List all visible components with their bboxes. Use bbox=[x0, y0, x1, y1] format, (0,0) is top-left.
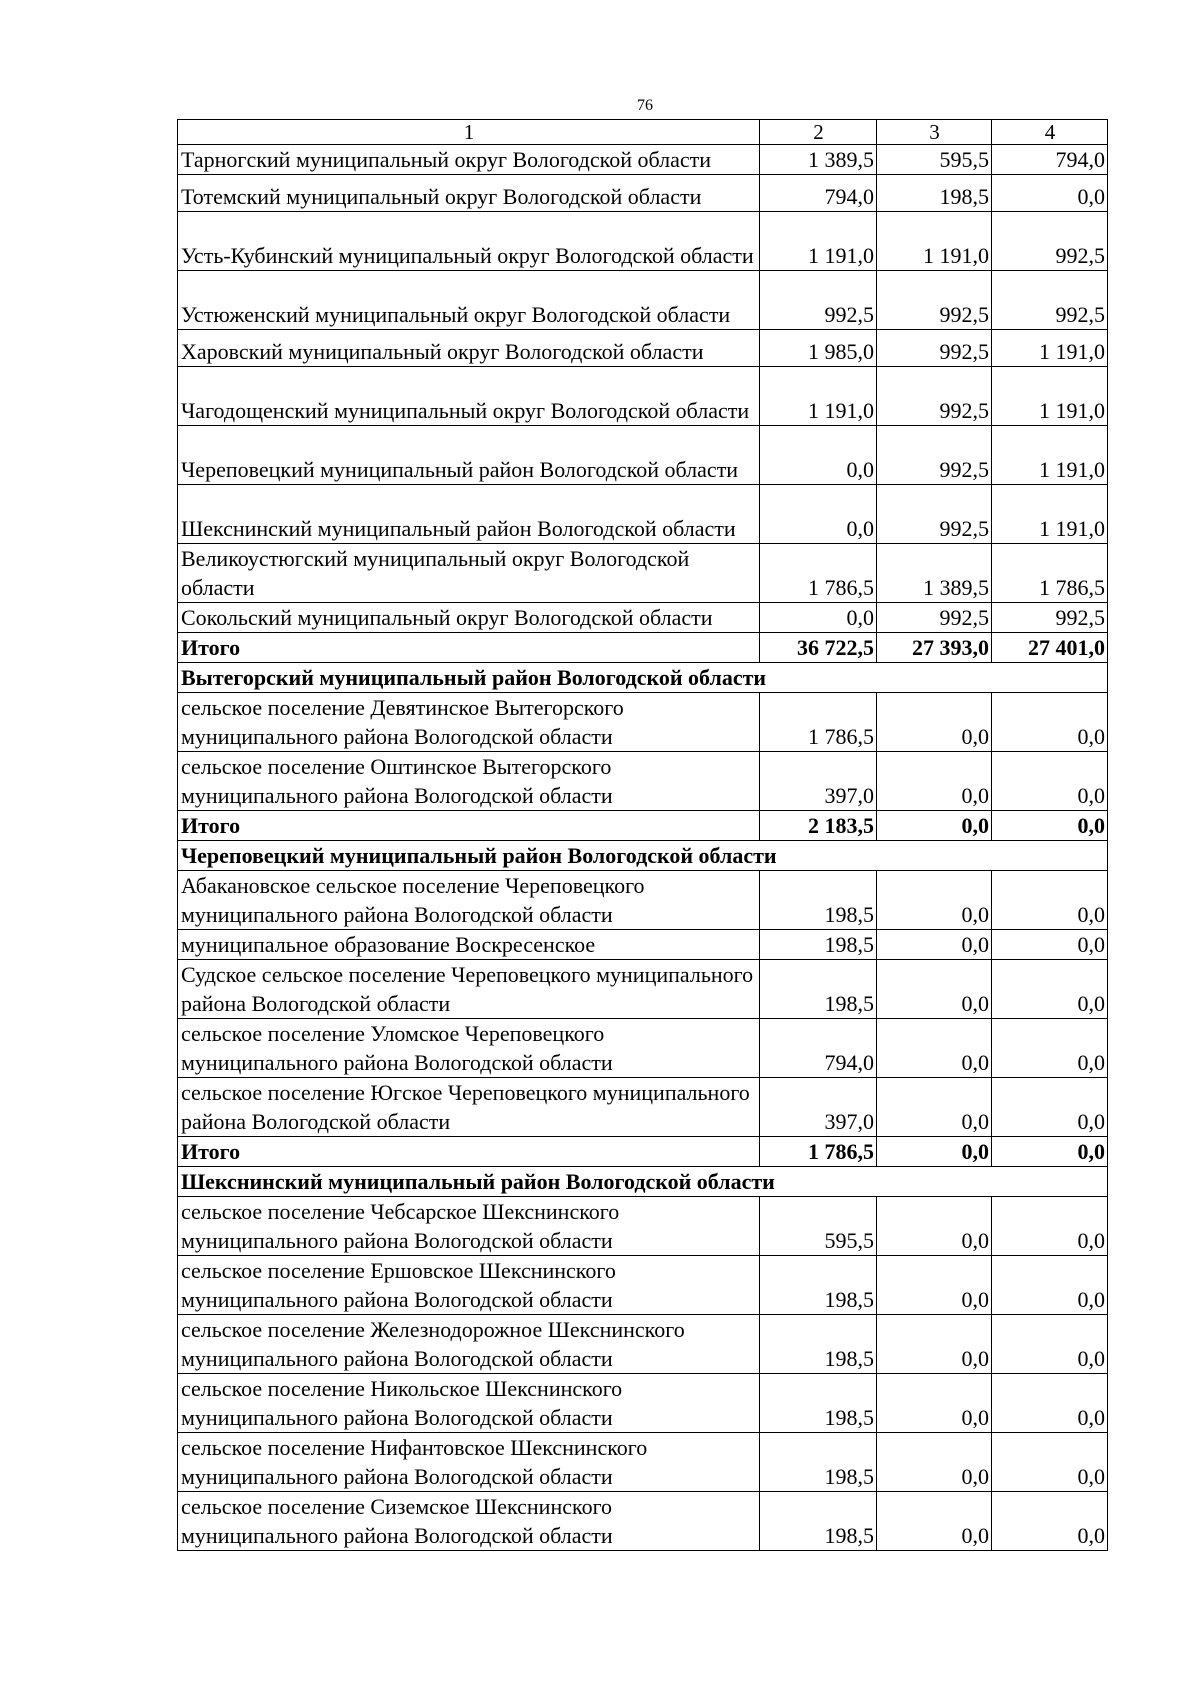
row-name: Судское сельское поселение Череповецкого муниципального района Вологодской области bbox=[178, 960, 760, 1019]
value-col-4: 0,0 bbox=[992, 1137, 1108, 1167]
value-col-4: 992,5 bbox=[992, 212, 1108, 271]
table-row bbox=[178, 271, 1108, 330]
value-col-2: 0,0 bbox=[760, 426, 877, 485]
value-col-4: 794,0 bbox=[992, 145, 1108, 175]
value-col-3: 1 389,5 bbox=[877, 544, 992, 603]
value-col-3: 992,5 bbox=[877, 485, 992, 544]
value-col-4: 0,0 bbox=[992, 930, 1108, 960]
row-name: Сокольский муниципальный округ Вологодской области bbox=[178, 603, 760, 633]
row-name: сельское поселение Нифантовское Шекснинского муниципального района Вологодской области bbox=[178, 1433, 760, 1492]
value-col-4: 0,0 bbox=[992, 960, 1108, 1019]
value-col-2: 794,0 bbox=[760, 1019, 877, 1078]
row-name: сельское поселение Ершовское Шекснинского муниципального района Вологодской области bbox=[178, 1256, 760, 1315]
table-row bbox=[178, 871, 1108, 930]
value-col-4: 27 401,0 bbox=[992, 633, 1108, 663]
row-name: Устюженский муниципальный округ Вологодской области bbox=[178, 271, 760, 330]
row-name: сельское поселение Оштинское Вытегорского муниципального района Вологодской области bbox=[178, 752, 760, 811]
value-col-2: 1 786,5 bbox=[760, 1137, 877, 1167]
value-col-3: 0,0 bbox=[877, 1315, 992, 1374]
table-row bbox=[178, 544, 1108, 603]
value-col-2: 36 722,5 bbox=[760, 633, 877, 663]
value-col-3: 0,0 bbox=[877, 930, 992, 960]
total-row bbox=[178, 633, 1108, 663]
value-col-2: 1 191,0 bbox=[760, 367, 877, 426]
table-row bbox=[178, 175, 1108, 212]
value-col-4: 1 191,0 bbox=[992, 426, 1108, 485]
value-col-3: 0,0 bbox=[877, 1078, 992, 1137]
row-name: Тарногский муниципальный округ Вологодской области bbox=[178, 145, 760, 175]
row-name: Усть-Кубинский муниципальный округ Вологодской области bbox=[178, 212, 760, 271]
value-col-3: 0,0 bbox=[877, 752, 992, 811]
value-col-4: 0,0 bbox=[992, 1374, 1108, 1433]
value-col-3: 0,0 bbox=[877, 693, 992, 752]
row-name: Череповецкий муниципальный район Вологодской области bbox=[178, 426, 760, 485]
table-row bbox=[178, 1433, 1108, 1492]
row-name: сельское поселение Уломское Череповецкого муниципального района Вологодской области bbox=[178, 1019, 760, 1078]
header-cell: 4 bbox=[992, 120, 1108, 145]
table-row bbox=[178, 330, 1108, 367]
header-cell: 1 bbox=[178, 120, 760, 145]
row-name: сельское поселение Девятинское Вытегорского муниципального района Вологодской области bbox=[178, 693, 760, 752]
value-col-2: 1 389,5 bbox=[760, 145, 877, 175]
value-col-4: 992,5 bbox=[992, 603, 1108, 633]
value-col-3: 0,0 bbox=[877, 1197, 992, 1256]
row-name: Харовский муниципальный округ Вологодской области bbox=[178, 330, 760, 367]
row-name: Абакановское сельское поселение Череповецкого муниципального района Вологодской области bbox=[178, 871, 760, 930]
value-col-3: 992,5 bbox=[877, 271, 992, 330]
total-row bbox=[178, 1137, 1108, 1167]
value-col-3: 992,5 bbox=[877, 426, 992, 485]
value-col-2: 595,5 bbox=[760, 1197, 877, 1256]
value-col-4: 0,0 bbox=[992, 1433, 1108, 1492]
value-col-4: 992,5 bbox=[992, 271, 1108, 330]
row-name: сельское поселение Чебсарское Шекснинского муниципального района Вологодской области bbox=[178, 1197, 760, 1256]
value-col-3: 595,5 bbox=[877, 145, 992, 175]
value-col-4: 0,0 bbox=[992, 1256, 1108, 1315]
table-row bbox=[178, 960, 1108, 1019]
table-row bbox=[178, 752, 1108, 811]
value-col-2: 397,0 bbox=[760, 752, 877, 811]
value-col-4: 0,0 bbox=[992, 871, 1108, 930]
value-col-3: 0,0 bbox=[877, 871, 992, 930]
value-col-4: 1 786,5 bbox=[992, 544, 1108, 603]
value-col-2: 198,5 bbox=[760, 930, 877, 960]
table-row bbox=[178, 1374, 1108, 1433]
table-row bbox=[178, 603, 1108, 633]
value-col-2: 1 191,0 bbox=[760, 212, 877, 271]
value-col-2: 0,0 bbox=[760, 603, 877, 633]
table-header-row bbox=[178, 120, 1108, 145]
total-label: Итого bbox=[178, 633, 760, 663]
value-col-2: 397,0 bbox=[760, 1078, 877, 1137]
value-col-4: 0,0 bbox=[992, 1078, 1108, 1137]
value-col-4: 1 191,0 bbox=[992, 367, 1108, 426]
value-col-4: 0,0 bbox=[992, 752, 1108, 811]
section-title: Шекснинский муниципальный район Вологодской области bbox=[178, 1167, 1108, 1197]
row-name: Шекснинский муниципальный район Вологодской области bbox=[178, 485, 760, 544]
row-name: муниципальное образование Воскресенское bbox=[178, 930, 760, 960]
value-col-2: 198,5 bbox=[760, 1433, 877, 1492]
value-col-3: 0,0 bbox=[877, 1492, 992, 1551]
value-col-4: 0,0 bbox=[992, 1315, 1108, 1374]
value-col-2: 198,5 bbox=[760, 1374, 877, 1433]
value-col-4: 0,0 bbox=[992, 1019, 1108, 1078]
value-col-4: 0,0 bbox=[992, 175, 1108, 212]
row-name: сельское поселение Никольское Шекснинского муниципального района Вологодской области bbox=[178, 1374, 760, 1433]
value-col-2: 794,0 bbox=[760, 175, 877, 212]
value-col-2: 198,5 bbox=[760, 1256, 877, 1315]
value-col-4: 0,0 bbox=[992, 1492, 1108, 1551]
table-row bbox=[178, 1492, 1108, 1551]
value-col-3: 27 393,0 bbox=[877, 633, 992, 663]
value-col-3: 0,0 bbox=[877, 1433, 992, 1492]
value-col-3: 992,5 bbox=[877, 367, 992, 426]
header-cell: 3 bbox=[877, 120, 992, 145]
value-col-4: 0,0 bbox=[992, 1197, 1108, 1256]
value-col-3: 992,5 bbox=[877, 330, 992, 367]
value-col-2: 198,5 bbox=[760, 1492, 877, 1551]
value-col-3: 0,0 bbox=[877, 811, 992, 841]
page-number: 76 bbox=[637, 97, 653, 114]
value-col-3: 0,0 bbox=[877, 1256, 992, 1315]
total-row bbox=[178, 811, 1108, 841]
section-title: Вытегорский муниципальный район Вологодской области bbox=[178, 663, 1108, 693]
value-col-3: 992,5 bbox=[877, 603, 992, 633]
header-cell: 2 bbox=[760, 120, 877, 145]
row-name: сельское поселение Железнодорожное Шекснинского муниципального района Вологодской области bbox=[178, 1315, 760, 1374]
table-row bbox=[178, 485, 1108, 544]
value-col-2: 2 183,5 bbox=[760, 811, 877, 841]
table-row bbox=[178, 693, 1108, 752]
value-col-2: 992,5 bbox=[760, 271, 877, 330]
table-row bbox=[178, 1019, 1108, 1078]
value-col-2: 198,5 bbox=[760, 1315, 877, 1374]
value-col-3: 198,5 bbox=[877, 175, 992, 212]
value-col-3: 0,0 bbox=[877, 1137, 992, 1167]
row-name: сельское поселение Сиземское Шекснинского муниципального района Вологодской области bbox=[178, 1492, 760, 1551]
value-col-3: 0,0 bbox=[877, 960, 992, 1019]
row-name: Великоустюгский муниципальный округ Вологодской области bbox=[178, 544, 760, 603]
value-col-2: 198,5 bbox=[760, 960, 877, 1019]
table-row bbox=[178, 367, 1108, 426]
table-row bbox=[178, 212, 1108, 271]
section-heading-row bbox=[178, 841, 1108, 871]
value-col-4: 0,0 bbox=[992, 693, 1108, 752]
total-label: Итого bbox=[178, 811, 760, 841]
value-col-2: 198,5 bbox=[760, 871, 877, 930]
value-col-3: 0,0 bbox=[877, 1374, 992, 1433]
value-col-3: 0,0 bbox=[877, 1019, 992, 1078]
value-col-2: 1 786,5 bbox=[760, 693, 877, 752]
row-name: Чагодощенский муниципальный округ Вологодской области bbox=[178, 367, 760, 426]
total-label: Итого bbox=[178, 1137, 760, 1167]
value-col-4: 1 191,0 bbox=[992, 485, 1108, 544]
table-row bbox=[178, 145, 1108, 175]
table-row bbox=[178, 930, 1108, 960]
table-row bbox=[178, 1197, 1108, 1256]
value-col-4: 1 191,0 bbox=[992, 330, 1108, 367]
section-title: Череповецкий муниципальный район Вологодской области bbox=[178, 841, 1108, 871]
value-col-2: 1 786,5 bbox=[760, 544, 877, 603]
value-col-2: 0,0 bbox=[760, 485, 877, 544]
table-row bbox=[178, 1078, 1108, 1137]
table-row bbox=[178, 426, 1108, 485]
row-name: сельское поселение Югское Череповецкого муниципального района Вологодской области bbox=[178, 1078, 760, 1137]
data-table bbox=[177, 119, 1108, 1551]
section-heading-row bbox=[178, 1167, 1108, 1197]
value-col-2: 1 985,0 bbox=[760, 330, 877, 367]
table-row bbox=[178, 1315, 1108, 1374]
section-heading-row bbox=[178, 663, 1108, 693]
value-col-4: 0,0 bbox=[992, 811, 1108, 841]
row-name: Тотемский муниципальный округ Вологодской области bbox=[178, 175, 760, 212]
value-col-3: 1 191,0 bbox=[877, 212, 992, 271]
table-row bbox=[178, 1256, 1108, 1315]
